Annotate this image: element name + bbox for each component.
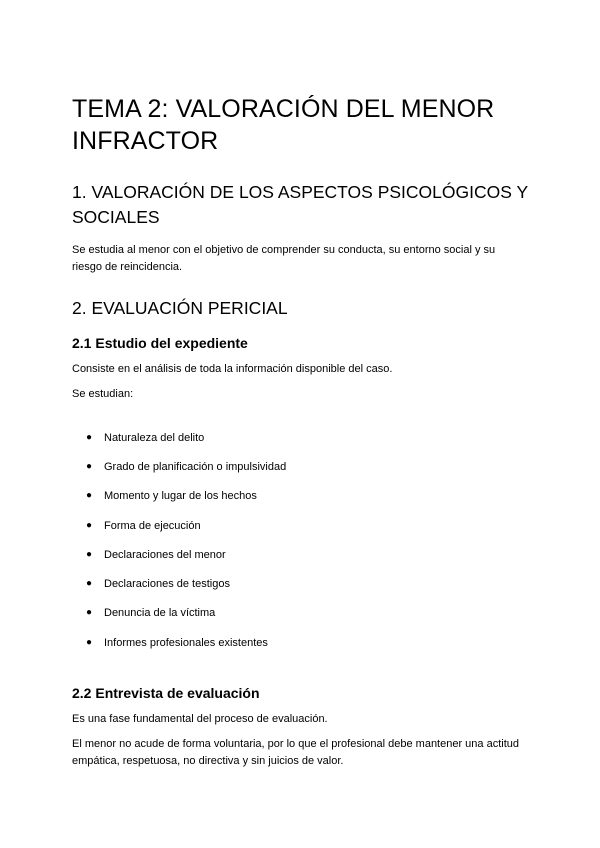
section-1-heading: 1. VALORACIÓN DE LOS ASPECTOS PSICOLÓGICOS Y SOCIALES <box>72 182 528 227</box>
list-item <box>72 628 528 657</box>
bullet-icon: ● <box>86 548 93 560</box>
list-item <box>72 511 528 540</box>
section-2-heading: 2. EVALUACIÓN PERICIAL <box>72 298 288 318</box>
bullet-icon: ● <box>86 519 93 531</box>
document-title: TEMA 2: VALORACIÓN DEL MENOR INFRACTOR <box>72 95 495 155</box>
subsection-2-1-paragraph-1: Consiste en el análisis de toda la información disponible del caso. <box>72 363 393 375</box>
list-item-text: Informes profesionales existentes <box>104 636 268 649</box>
list-item-text: Forma de ejecución <box>104 519 201 532</box>
list-item-text: Naturaleza del delito <box>104 431 205 444</box>
bullet-icon: ● <box>86 460 93 472</box>
studied-items-list <box>72 423 528 657</box>
bullet-icon: ● <box>86 431 93 443</box>
subsection-2-1-paragraph-2: Se estudian: <box>72 388 134 400</box>
list-item-text: Declaraciones de testigos <box>104 578 230 591</box>
list-item-text: Denuncia de la víctima <box>104 607 216 620</box>
subsection-2-2-paragraph-2: El menor no acude de forma voluntaria, por lo que el profesional debe mantener una actitud empática, respetuosa, no directiva y sin juicios de valor. <box>72 738 520 768</box>
list-item <box>72 569 528 598</box>
list-item <box>72 540 528 569</box>
bullet-icon: ● <box>86 490 93 502</box>
list-item <box>72 423 528 452</box>
list-item <box>72 482 528 511</box>
list-item-text: Momento y lugar de los hechos <box>104 490 257 503</box>
bullet-icon: ● <box>86 607 93 619</box>
bullet-icon: ● <box>86 578 93 590</box>
subsection-2-2-heading: 2.2 Entrevista de evaluación <box>72 685 260 702</box>
list-item <box>72 599 528 628</box>
list-item <box>72 452 528 481</box>
bullet-icon: ● <box>86 636 93 648</box>
list-item-text: Declaraciones del menor <box>104 548 226 561</box>
subsection-2-1-heading: 2.1 Estudio del expediente <box>72 335 248 351</box>
list-item-text: Grado de planificación o impulsividad <box>104 460 287 473</box>
section-1-paragraph: Se estudia al menor con el objetivo de comprender su conducta, su entorno social y su riesgo de reincidencia. <box>72 244 496 273</box>
subsection-2-2-paragraph-1: Es una fase fundamental del proceso de evaluación. <box>72 713 328 726</box>
